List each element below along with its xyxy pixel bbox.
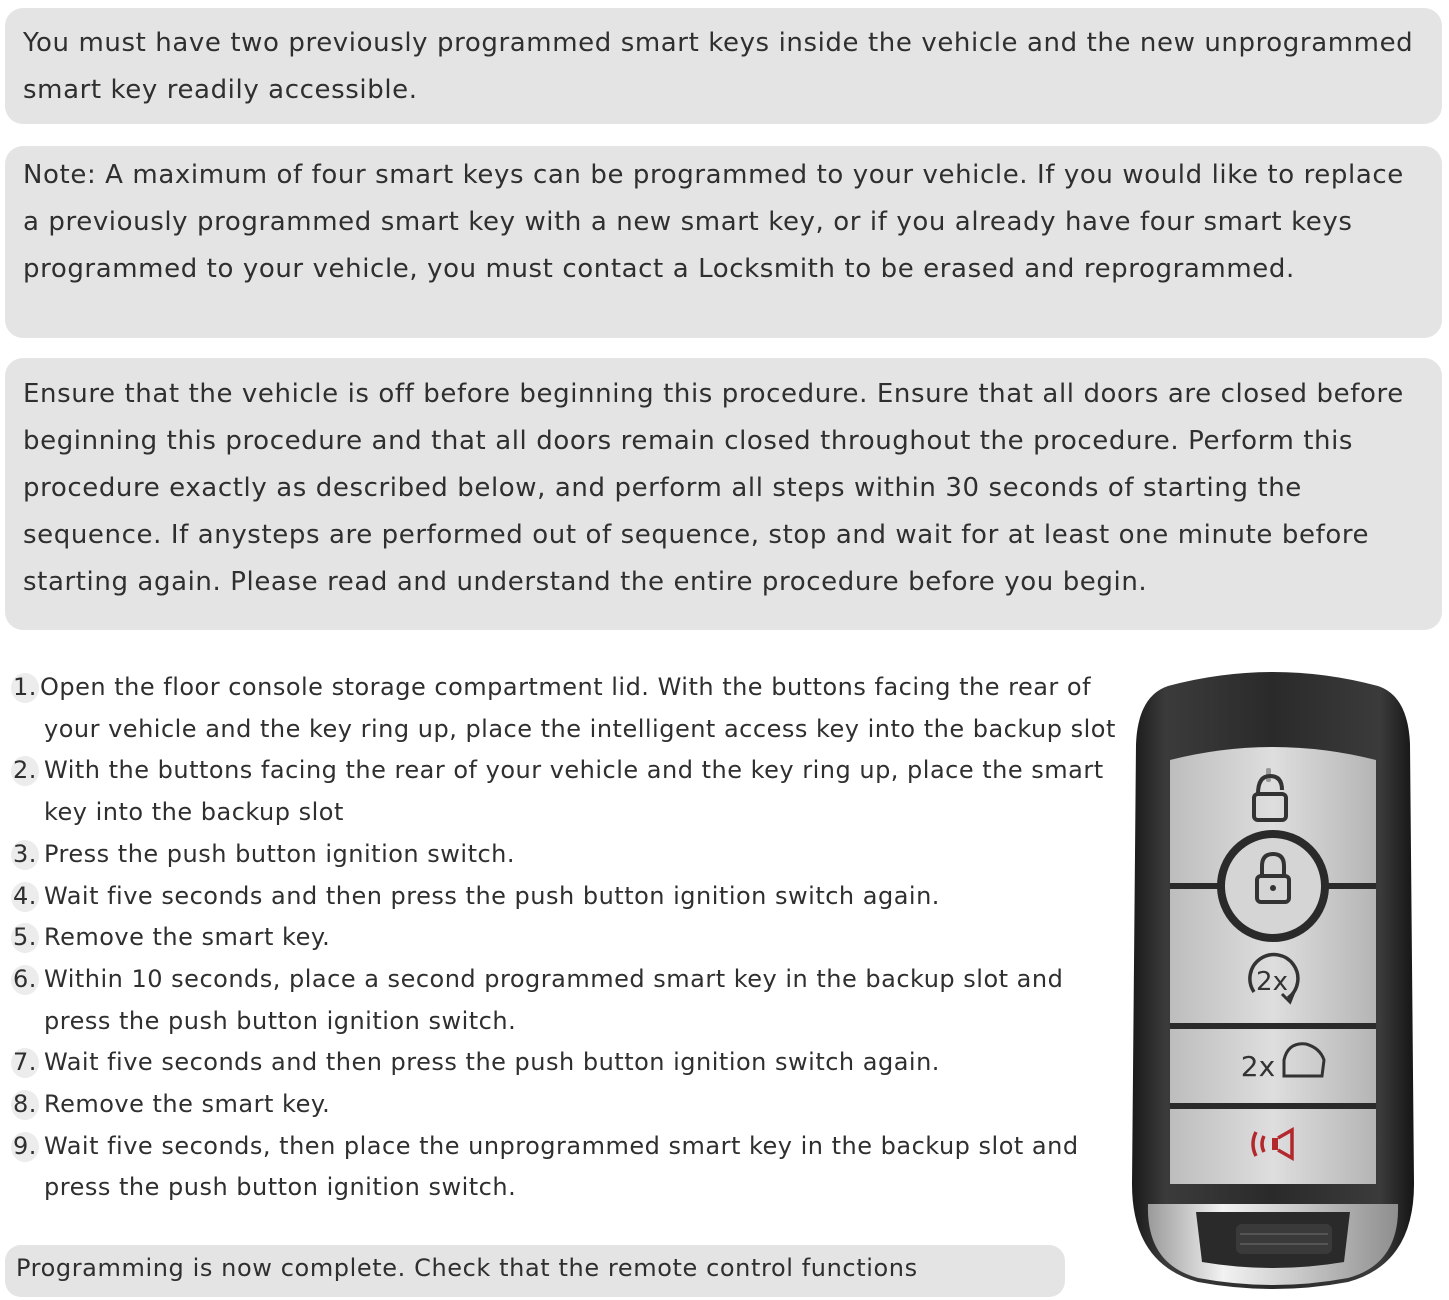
remote-start-label: 2x [1256, 967, 1288, 997]
step-text: press the push button ignition switch. [44, 1006, 517, 1035]
note-text: You must have two previously programmed smart keys inside the vehicle and the new unprogrammed smart key readily accessible. [23, 28, 1414, 105]
step-number: 4. [13, 876, 37, 918]
step-9-cont [13, 1167, 1103, 1209]
note-box-maximum-keys [5, 146, 1442, 338]
step-number: 5. [13, 917, 37, 959]
note-box-prerequisite [5, 8, 1442, 124]
step-number: 1. [13, 667, 37, 709]
note-text: Ensure that the vehicle is off before beginning this procedure. Ensure that all doors are closed before beginning this procedure and that all doors remain closed throughout the procedure. Perform this procedure exactly as described below, and perform all steps within 30 seconds of starting the sequence. If anysteps are performed out of sequence, stop and wait for at least one minute before starting again. Please read and understand the entire procedure before you begin. [23, 379, 1404, 597]
step-text: Remove the smart key. [44, 1090, 331, 1119]
step-2 [13, 750, 1103, 792]
step-text: Wait five seconds and then press the push button ignition switch again. [44, 881, 940, 910]
programming-steps-list [13, 667, 1116, 1209]
completion-text: Programming is now complete. Check that the remote control functions [16, 1254, 918, 1282]
completion-banner [5, 1245, 1065, 1297]
step-text: Remove the smart key. [44, 923, 331, 952]
step-6-cont [13, 1001, 1103, 1043]
smart-key-fob-image [1108, 664, 1438, 1300]
step-text: Press the push button ignition switch. [44, 839, 516, 868]
step-text: With the buttons facing the rear of your vehicle and the key ring up, place the smart [44, 756, 1104, 785]
step-4 [13, 876, 1103, 918]
step-number: 3. [13, 834, 37, 876]
step-text: key into the backup slot [44, 798, 344, 827]
note-box-procedure-warning [5, 358, 1442, 630]
step-number: 8. [13, 1084, 37, 1126]
step-text: Wait five seconds, then place the unprogrammed smart key in the backup slot and [44, 1131, 1079, 1160]
step-5 [13, 917, 1103, 959]
step-text: press the push button ignition switch. [44, 1173, 517, 1202]
step-text: Wait five seconds and then press the push button ignition switch again. [44, 1048, 940, 1077]
button-pad [1170, 747, 1376, 1184]
step-8 [13, 1084, 1103, 1126]
step-number: 2. [13, 750, 37, 792]
trunk-label: 2x [1240, 1050, 1276, 1083]
step-number: 7. [13, 1042, 37, 1084]
step-1 [13, 667, 1103, 709]
step-text: Within 10 seconds, place a second programmed smart key in the backup slot and [44, 964, 1064, 993]
step-6 [13, 959, 1103, 1001]
step-1-cont [13, 709, 1116, 751]
step-number: 9. [13, 1126, 37, 1168]
step-text: your vehicle and the key ring up, place the intelligent access key into the backup slot [44, 714, 1116, 743]
step-text: Open the floor console storage compartment lid. With the buttons facing the rear of [40, 673, 1092, 701]
step-3 [13, 834, 1103, 876]
step-2-cont [13, 792, 1103, 834]
note-text: Note: A maximum of four smart keys can be programmed to your vehicle. If you would like to replace a previously programmed smart key with a new smart key, or if you already have four smart keys programmed to your vehicle, you must contact a Locksmith to be erased and reprogrammed. [23, 160, 1404, 284]
step-number: 6. [13, 959, 37, 1001]
step-9 [13, 1126, 1103, 1168]
step-7 [13, 1042, 1103, 1084]
